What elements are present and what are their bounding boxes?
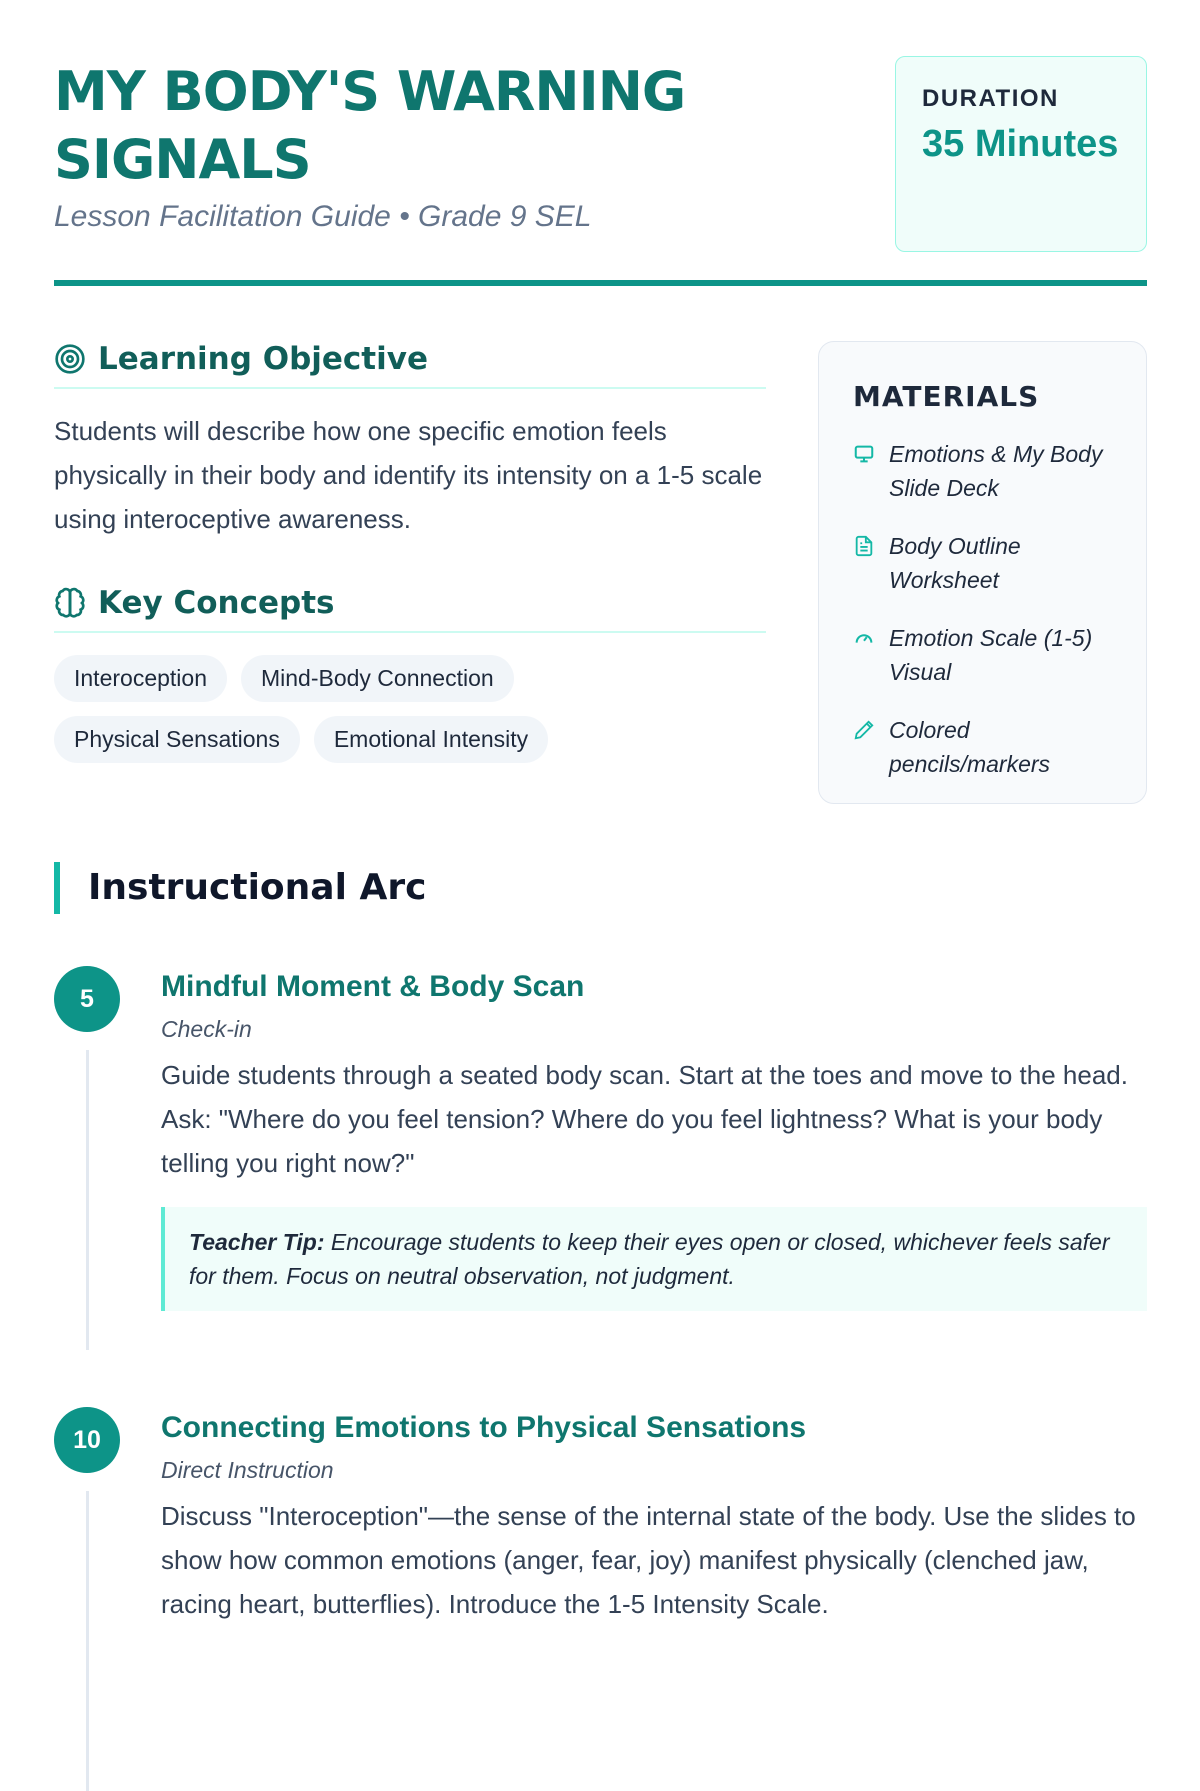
page-title: MY BODY'S WARNING SIGNALS	[54, 60, 686, 191]
timeline-step	[54, 970, 1147, 1311]
header	[54, 56, 1147, 252]
material-label: Colored pencils/markers	[889, 717, 1051, 777]
header-divider	[54, 280, 1147, 286]
tip-label: Teacher Tip:	[189, 1229, 325, 1255]
material-label: Emotions & My Body Slide Deck	[889, 441, 1103, 501]
material-item	[853, 437, 1116, 505]
step-type: Direct Instruction	[161, 1457, 334, 1483]
page-subtitle: Lesson Facilitation Guide • Grade 9 SEL	[54, 200, 592, 233]
step-title: Connecting Emotions to Physical Sensations	[161, 1411, 807, 1444]
step-type: Check-in	[161, 1016, 252, 1042]
concept-tag: Mind-Body Connection	[241, 655, 514, 702]
step-minutes-badge: 5	[54, 966, 120, 1032]
brain-icon	[54, 587, 86, 619]
timeline-line	[86, 1491, 89, 1791]
material-label: Body Outline Worksheet	[889, 533, 1021, 593]
step-minutes-badge: 10	[54, 1407, 120, 1473]
gauge-icon	[853, 627, 875, 649]
pencil-icon	[853, 719, 875, 741]
duration-label: DURATION	[922, 85, 1059, 112]
concept-tag: Physical Sensations	[54, 716, 300, 763]
material-item	[853, 621, 1116, 689]
timeline-step	[54, 1411, 1147, 1626]
material-item	[853, 529, 1116, 597]
materials-card	[818, 341, 1147, 804]
teacher-tip	[161, 1207, 1147, 1311]
material-item	[853, 713, 1116, 781]
duration-box	[895, 56, 1147, 252]
timeline-line	[86, 1050, 89, 1350]
objective-heading	[54, 341, 766, 389]
concept-tag: Interoception	[54, 655, 227, 702]
objective-heading-text: Learning Objective	[98, 341, 428, 377]
target-icon	[54, 343, 86, 375]
duration-value: 35 Minutes	[922, 123, 1119, 165]
monitor-icon	[853, 443, 875, 465]
materials-heading: MATERIALS	[853, 380, 1040, 413]
document-icon	[853, 535, 875, 557]
concept-tag: Emotional Intensity	[314, 716, 548, 763]
step-description: Discuss "Interoception"—the sense of the internal state of the body. Use the slides to show how common emotions (anger, fear, joy) manifest physically (clenched jaw, racing heart, butterflies). Introduce the 1-5 Intensity Scale.	[161, 1501, 1136, 1619]
instructional-arc-heading: Instructional Arc	[54, 862, 1147, 914]
objective-text: Students will describe how one specific emotion feels physically in their body and identify its intensity on a 1-5 scale using interoceptive awareness.	[54, 416, 763, 534]
concept-tags	[54, 655, 654, 763]
concepts-heading	[54, 585, 766, 633]
step-description: Guide students through a seated body scan. Start at the toes and move to the head. Ask: "Where do you feel tension? Where do you feel lightness? What is your body telling you right now?"	[161, 1060, 1128, 1178]
tip-text: Encourage students to keep their eyes open or closed, whichever feels safer for them. Focus on neutral observation, not judgment.	[189, 1229, 1110, 1289]
material-label: Emotion Scale (1-5) Visual	[889, 625, 1093, 685]
step-title: Mindful Moment & Body Scan	[161, 970, 585, 1003]
concepts-heading-text: Key Concepts	[98, 585, 335, 621]
